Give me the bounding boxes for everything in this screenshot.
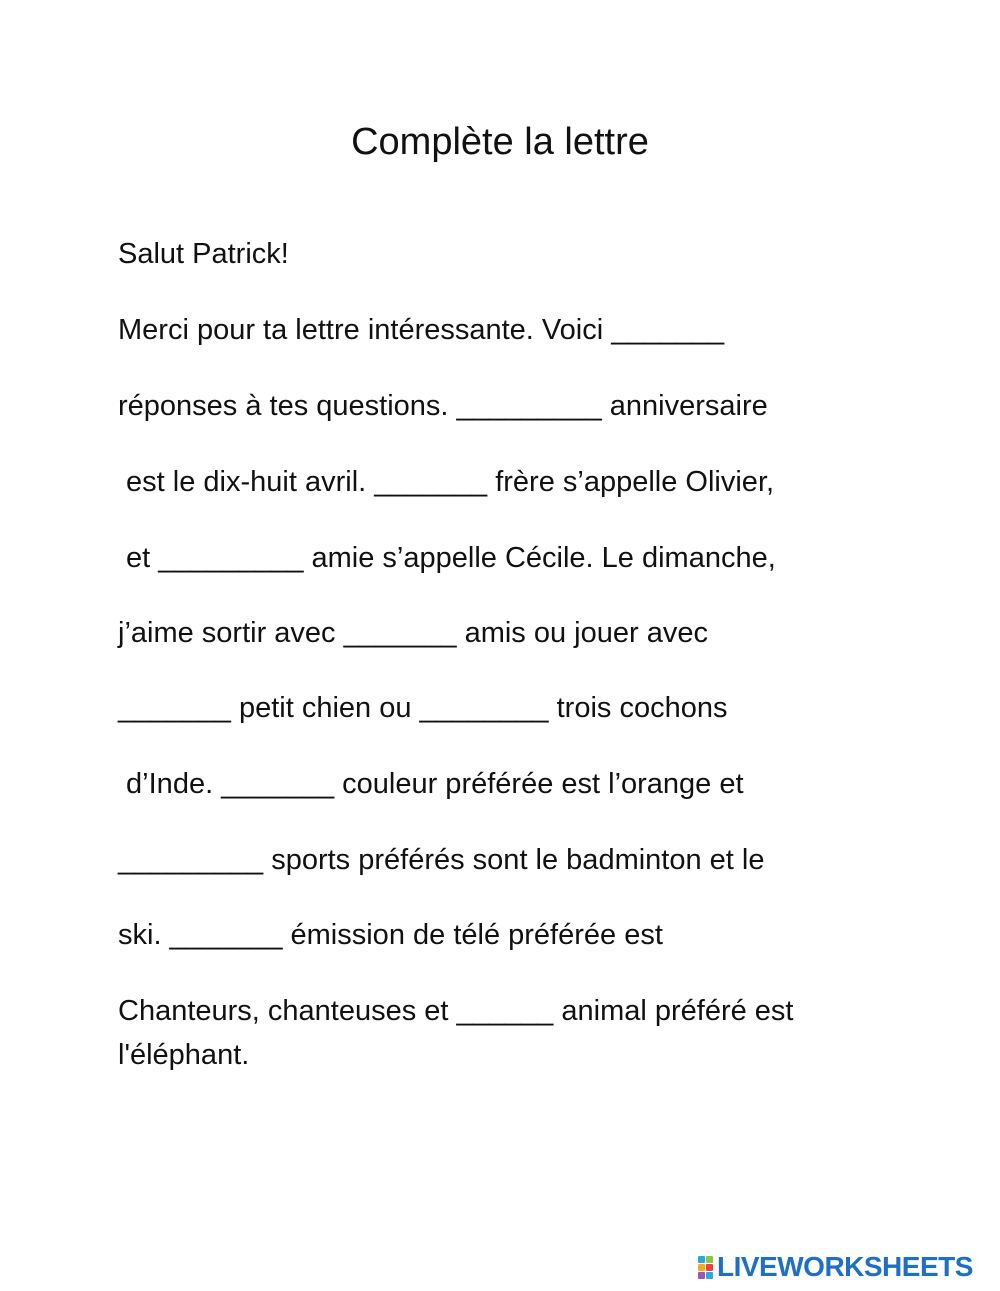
liveworksheets-logo-icon xyxy=(698,1256,713,1279)
letter-line: l'éléphant. xyxy=(118,1039,250,1071)
letter-line: _______ petit chien ou ________ trois cochons xyxy=(118,692,728,724)
letter-line: Chanteurs, chanteuses et ______ animal préféré est xyxy=(118,995,794,1027)
letter-line: Merci pour ta lettre intéressante. Voici _______ xyxy=(118,314,725,346)
letter-greeting: Salut Patrick! xyxy=(118,238,289,270)
letter-line: ski. _______ émission de télé préférée est xyxy=(118,919,663,951)
page-title: Complète la lettre xyxy=(351,121,649,163)
letter-line: d’Inde. _______ couleur préférée est l’orange et xyxy=(118,768,744,800)
letter-line: j’aime sortir avec _______ amis ou jouer avec xyxy=(118,617,708,649)
letter-line: et _________ amie s’appelle Cécile. Le dimanche, xyxy=(118,542,776,574)
letter-line: _________ sports préférés sont le badminton et le xyxy=(118,844,765,876)
liveworksheets-logo xyxy=(698,1253,973,1281)
logo-text: LIVEWORKSHEETS xyxy=(717,1251,973,1282)
letter-line: réponses à tes questions. _________ anniversaire xyxy=(118,390,768,422)
letter-line: est le dix-huit avril. _______ frère s’appelle Olivier, xyxy=(118,466,775,498)
